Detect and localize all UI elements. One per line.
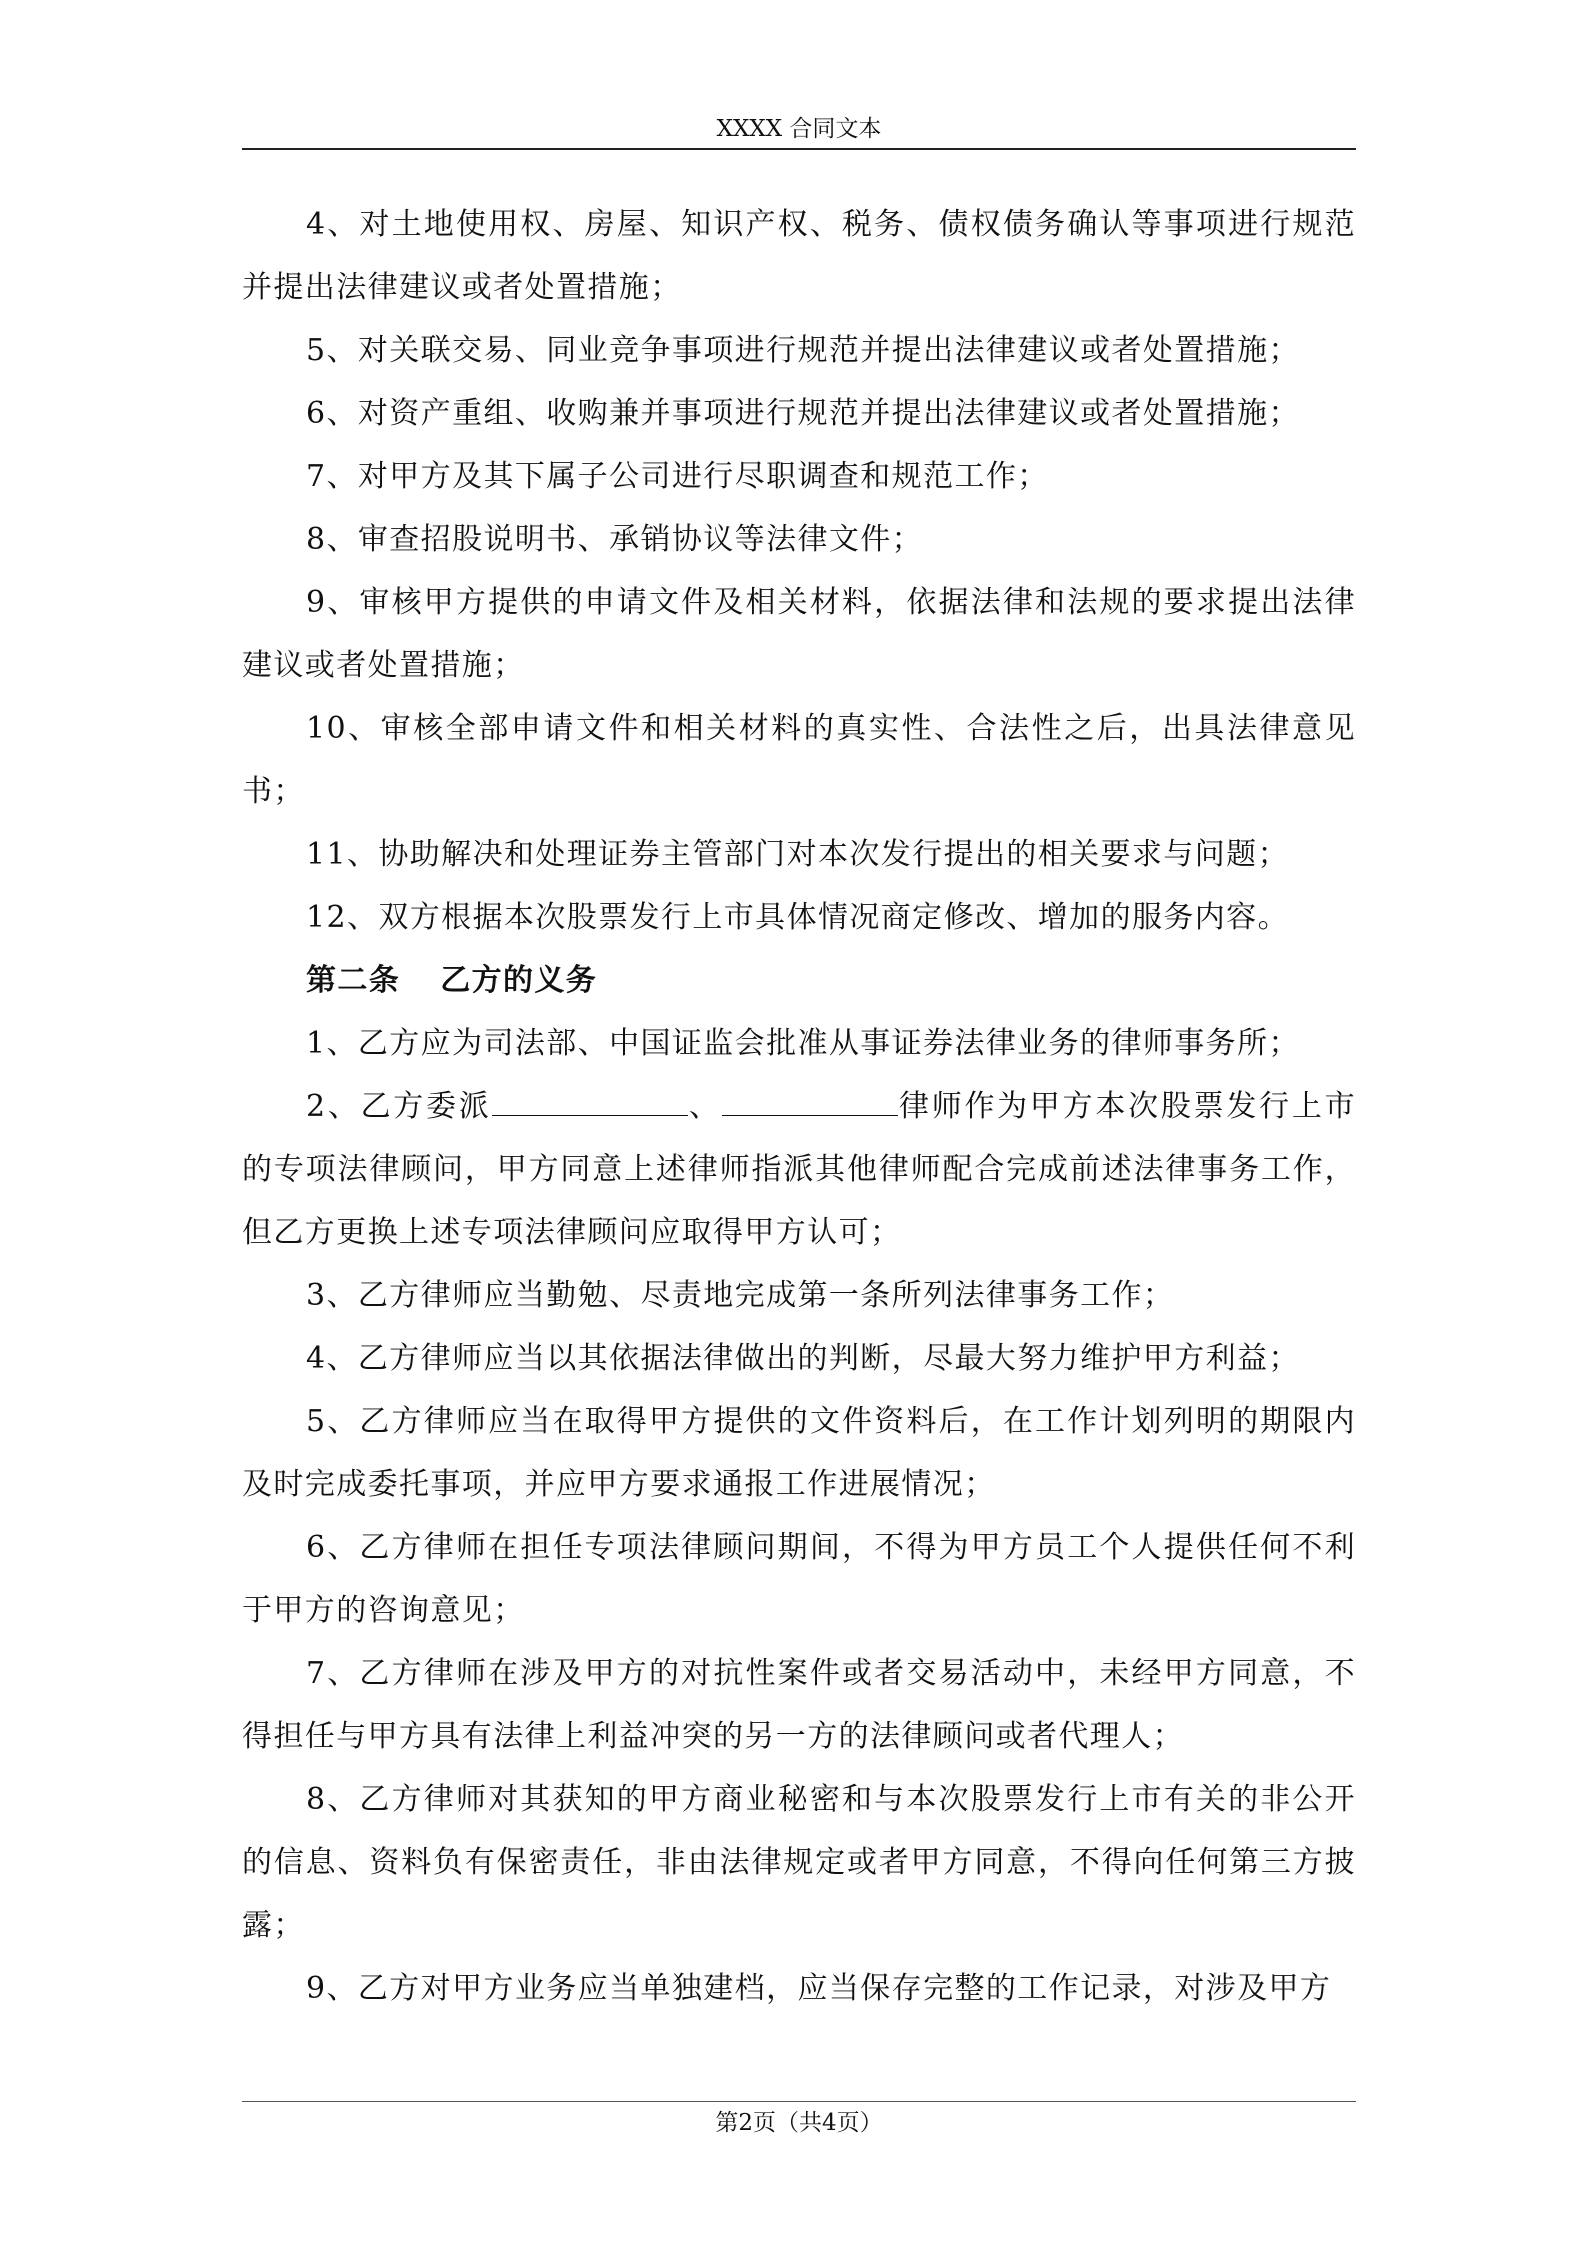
header-rule	[242, 148, 1356, 150]
page-header: XXXX 合同文本	[716, 116, 882, 142]
section-title: 乙方的义务	[440, 963, 598, 998]
paragraph-2-9: 9、乙方对甲方业务应当单独建档，应当保存完整的工作记录，对涉及甲方	[306, 1971, 1332, 2006]
document-body	[242, 193, 1356, 2020]
paragraph-1-10: 10、审核全部申请文件和相关材料的真实性、合法性之后，出具法律意见书；	[242, 711, 1356, 809]
paragraph-1-4: 4、对土地使用权、房屋、知识产权、税务、债权债务确认等事项进行规范并提出法律建议或者处置措施；	[242, 207, 1356, 305]
paragraph-1-12: 12、双方根据本次股票发行上市具体情况商定修改、增加的服务内容。	[306, 900, 1289, 935]
clause2-separator: 、	[687, 1089, 722, 1124]
paragraph-2-7: 7、乙方律师在涉及甲方的对抗性案件或者交易活动中，未经甲方同意，不得担任与甲方具有法律上利益冲突的另一方的法律顾问或者代理人；	[242, 1656, 1356, 1754]
footer-rule	[242, 2101, 1356, 2102]
clause2-rest: 律师作为甲方本次股票发行上市的专项法律顾问，甲方同意上述律师指派其他律师配合完成前述法律事务工作，但乙方更换上述专项法律顾问应取得甲方认可；	[242, 1089, 1356, 1250]
lawyer-name-blank-2[interactable]	[722, 1087, 898, 1116]
paragraph-1-6: 6、对资产重组、收购兼并事项进行规范并提出法律建议或者处置措施；	[306, 396, 1300, 431]
paragraph-1-8: 8、审查招股说明书、承销协议等法律文件；	[306, 522, 924, 557]
paragraph-2-6: 6、乙方律师在担任专项法律顾问期间，不得为甲方员工个人提供任何不利于甲方的咨询意见；	[242, 1530, 1356, 1628]
paragraph-2-5: 5、乙方律师应当在取得甲方提供的文件资料后，在工作计划列明的期限内及时完成委托事项，并应甲方要求通报工作进展情况；	[242, 1404, 1356, 1502]
section-heading	[242, 949, 1356, 1012]
clause2-start: 2、乙方委派	[306, 1089, 492, 1124]
page-footer: 第2页（共4页）	[715, 2110, 883, 2136]
paragraph-1-5: 5、对关联交易、同业竞争事项进行规范并提出法律建议或者处置措施；	[306, 333, 1300, 368]
paragraph-2-2	[242, 1075, 1356, 1264]
paragraph-1-11: 11、协助解决和处理证券主管部门对本次发行提出的相关要求与问题；	[306, 837, 1289, 872]
lawyer-name-blank-1[interactable]	[492, 1087, 688, 1116]
paragraph-1-9: 9、审核甲方提供的申请文件及相关材料，依据法律和法规的要求提出法律建议或者处置措施；	[242, 585, 1356, 683]
paragraph-2-4: 4、乙方律师应当以其依据法律做出的判断，尽最大努力维护甲方利益；	[306, 1341, 1300, 1376]
paragraph-2-1: 1、乙方应为司法部、中国证监会批准从事证券法律业务的律师事务所；	[306, 1026, 1300, 1061]
section-number: 第二条	[306, 963, 401, 998]
paragraph-2-3: 3、乙方律师应当勤勉、尽责地完成第一条所列法律事务工作；	[306, 1278, 1175, 1313]
paragraph-1-7: 7、对甲方及其下属子公司进行尽职调查和规范工作；	[306, 459, 1049, 494]
paragraph-2-8: 8、乙方律师对其获知的甲方商业秘密和与本次股票发行上市有关的非公开的信息、资料负有保密责任，非由法律规定或者甲方同意，不得向任何第三方披露；	[242, 1782, 1356, 1943]
